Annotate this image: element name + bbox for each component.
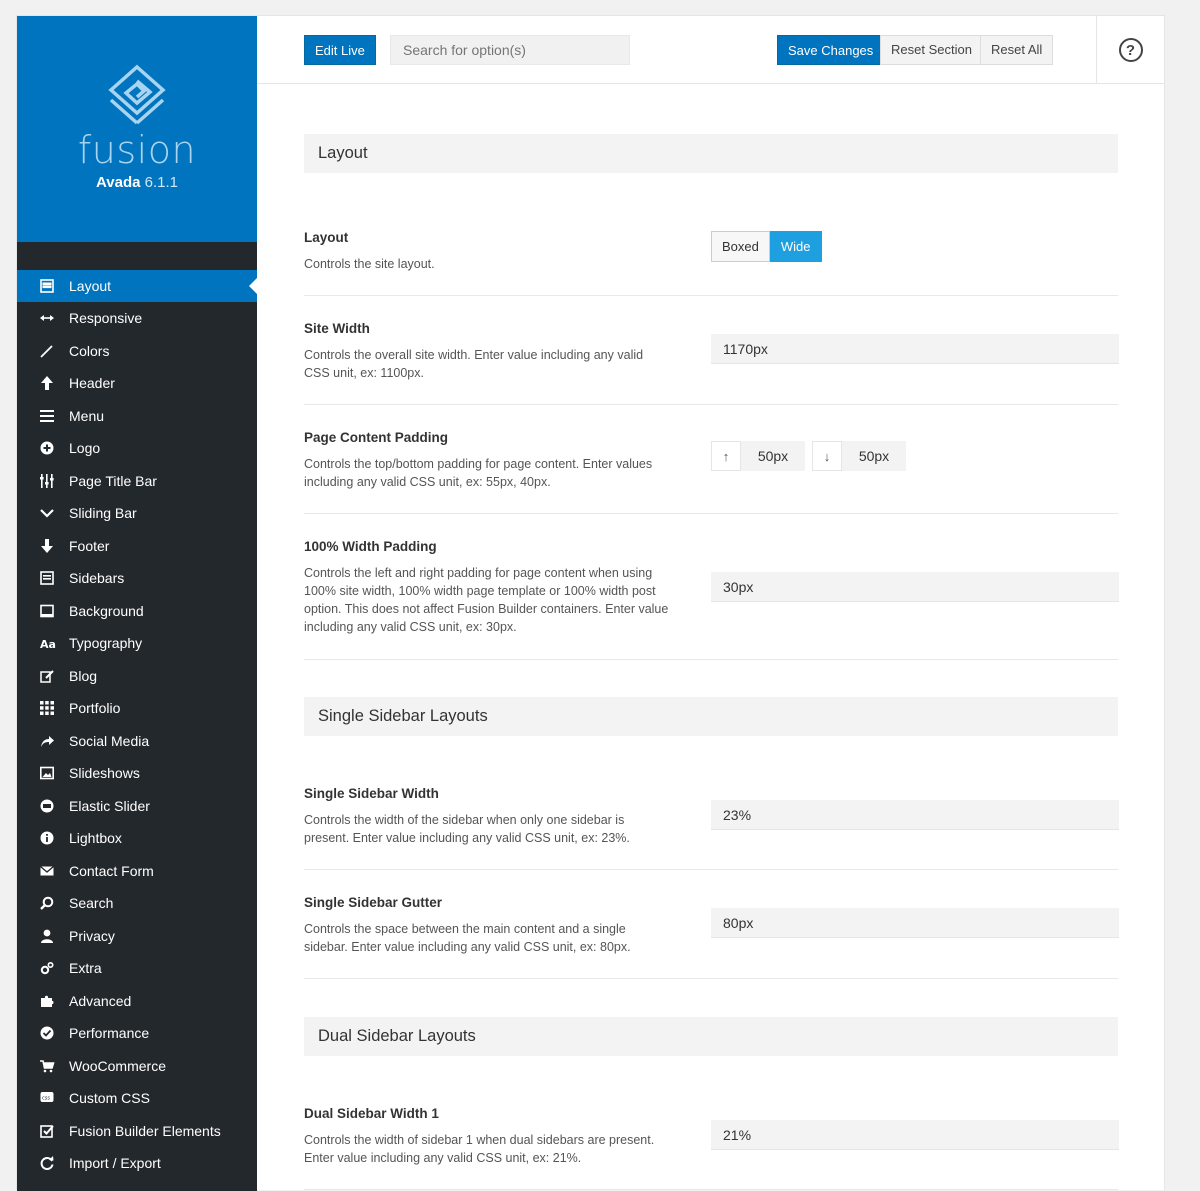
option-description: Controls the left and right padding for page content when using 100% site width, 100% width page template or 100% width post option. This does not affect Fusion Builder containers. Enter value including any valid CSS unit, ex: 30px.: [304, 566, 669, 634]
sidebar-item-label: Elastic Slider: [69, 797, 150, 814]
sidebar-item-label: Typography: [69, 635, 143, 652]
option-single-sidebar-gutter: [304, 870, 1118, 979]
arrow-down-icon: [39, 538, 55, 554]
css-icon: [39, 1090, 55, 1106]
sidebar-item-custom-css[interactable]: [17, 1082, 257, 1115]
padding-inputs: [711, 441, 913, 471]
option-dual-sidebar-width-1: [304, 1056, 1118, 1190]
fusion-logo-icon: [108, 64, 166, 126]
sidebar-item-label: Import / Export: [69, 1155, 161, 1172]
sidebar-item-label: Layout: [69, 278, 112, 294]
options-panel: [16, 15, 1165, 1190]
option-description: Controls the width of sidebar 1 when dual sidebars are present. Enter value including any valid CSS unit, ex: 21%.: [304, 1133, 655, 1165]
svg-text:css: css: [42, 1095, 50, 1102]
brand-wordmark: fusion: [77, 128, 197, 172]
sidebar-item-label: Footer: [69, 537, 110, 554]
arrow-up-icon: ↑: [711, 441, 741, 471]
sidebar-item-label: Search: [69, 895, 114, 912]
sidebar-item-lightbox[interactable]: [17, 822, 257, 855]
single-sidebar-gutter-input[interactable]: 80px: [711, 908, 1119, 938]
gears-icon: [39, 960, 55, 976]
sidebar-item-label: Header: [69, 375, 115, 392]
sidebar-item-label: Sliding Bar: [69, 505, 137, 522]
padding-top-input[interactable]: 50px: [741, 441, 805, 471]
background-icon: [39, 603, 55, 619]
sidebar-item-social-media[interactable]: [17, 725, 257, 758]
single-sidebar-width-input[interactable]: 23%: [711, 800, 1119, 830]
layout-icon: [39, 278, 55, 294]
option-single-sidebar-width: [304, 736, 1118, 870]
sidebar-item-label: Extra: [69, 960, 102, 977]
sliders-icon: [39, 473, 55, 489]
sidebar-item-sliding-bar[interactable]: [17, 497, 257, 530]
reset-all-button[interactable]: Reset All: [980, 35, 1053, 65]
help-area: [1096, 16, 1164, 84]
sidebar-item-label: Slideshows: [69, 765, 140, 782]
option-title: Page Content Padding: [304, 430, 449, 445]
sidebar-item-layout[interactable]: [17, 270, 257, 302]
sidebar-item-label: WooCommerce: [69, 1057, 166, 1074]
sidebar-item-logo[interactable]: [17, 432, 257, 465]
sidebar-item-privacy[interactable]: [17, 920, 257, 953]
option-layout: [304, 173, 1118, 296]
option-title: Dual Sidebar Width 1: [304, 1106, 439, 1121]
menu-icon: [39, 408, 55, 424]
sidebar-item-fusion-builder-elements[interactable]: [17, 1115, 257, 1148]
padding-bottom-field: [812, 441, 906, 471]
sidebar-item-header[interactable]: [17, 367, 257, 400]
sidebar-item-label: Menu: [69, 407, 105, 424]
sidebar-item-contact-form[interactable]: [17, 855, 257, 888]
search-icon: [39, 895, 55, 911]
image-icon: [39, 765, 55, 781]
layout-wide-button[interactable]: Wide: [770, 231, 822, 262]
option-full-width-padding: [304, 514, 1118, 660]
chevron-down-icon: [39, 505, 55, 521]
sidebar-item-portfolio[interactable]: [17, 692, 257, 725]
option-page-content-padding: [304, 405, 1118, 514]
dual-sidebar-width-1-input[interactable]: 21%: [711, 1120, 1119, 1150]
arrow-down-icon: ↓: [812, 441, 842, 471]
main-content: [304, 134, 1118, 1190]
sidebar-item-label: Fusion Builder Elements: [69, 1122, 221, 1139]
svg-text:Aa: Aa: [40, 638, 56, 652]
sidebar-item-menu[interactable]: [17, 400, 257, 433]
option-description: Controls the site layout.: [304, 257, 435, 271]
option-title: Single Sidebar Width: [304, 786, 439, 801]
option-description: Controls the overall site width. Enter value including any valid CSS unit, ex: 1100px.: [304, 348, 644, 380]
edit-icon: [39, 668, 55, 684]
sidebar-item-label: Responsive: [69, 310, 143, 327]
envelope-icon: [39, 863, 55, 879]
sidebar-item-responsive[interactable]: [17, 302, 257, 335]
arrow-up-icon: [39, 375, 55, 391]
sidebar-item-woocommerce[interactable]: [17, 1050, 257, 1083]
typography-icon: [39, 635, 55, 651]
sidebar-item-label: Contact Form: [69, 862, 154, 879]
section-heading-layout: Layout: [304, 134, 1118, 173]
checkbox-icon: [39, 1123, 55, 1139]
sidebar-item-label: Lightbox: [69, 830, 122, 847]
sidebar-item-label: Privacy: [69, 927, 115, 944]
sidebar-item-label: Blog: [69, 667, 98, 684]
full-width-padding-input[interactable]: 30px: [711, 572, 1119, 602]
brush-icon: [39, 343, 55, 359]
option-title: 100% Width Padding: [304, 539, 437, 554]
sidebar-item-background[interactable]: [17, 595, 257, 628]
option-title: Site Width: [304, 321, 370, 336]
share-icon: [39, 733, 55, 749]
info-icon: [39, 830, 55, 846]
save-changes-button[interactable]: Save Changes: [777, 35, 884, 65]
sidebar-item-extra[interactable]: [17, 952, 257, 985]
option-site-width: [304, 296, 1118, 405]
cart-icon: [39, 1058, 55, 1074]
sidebar-icon: [39, 570, 55, 586]
option-description: Controls the top/bottom padding for page content. Enter values including any valid CSS unit, ex: 55px, 40px.: [304, 457, 653, 489]
layout-boxed-button[interactable]: Boxed: [711, 231, 770, 262]
sidebar: [17, 16, 257, 1191]
arrows-horizontal-icon: [39, 310, 55, 326]
sidebar-item-label: Logo: [69, 440, 101, 457]
check-circle-icon: [39, 1025, 55, 1041]
search-input[interactable]: [390, 35, 630, 65]
help-icon[interactable]: ?: [1119, 38, 1143, 62]
edit-live-button[interactable]: Edit Live: [304, 35, 376, 65]
sidebar-item-import-export[interactable]: [17, 1147, 257, 1180]
sidebar-item-label: Colors: [69, 342, 110, 359]
puzzle-icon: [39, 993, 55, 1009]
sidebar-item-label: Sidebars: [69, 570, 125, 587]
layout-toggle: [711, 231, 822, 262]
padding-bottom-input[interactable]: 50px: [842, 441, 906, 471]
sidebar-item-label: Portfolio: [69, 700, 121, 717]
sidebar-item-label: Social Media: [69, 732, 150, 749]
sidebar-item-label: Custom CSS: [69, 1090, 150, 1107]
sidebar-item-label: Performance: [69, 1025, 150, 1042]
sidebar-item-slideshows[interactable]: [17, 757, 257, 790]
plus-circle-icon: [39, 440, 55, 456]
grid-icon: [39, 700, 55, 716]
version-label: [96, 174, 178, 191]
reset-section-button[interactable]: Reset Section: [880, 35, 983, 65]
slider-icon: [39, 798, 55, 814]
brand-header: [17, 16, 257, 242]
sidebar-nav: [17, 270, 257, 1180]
sidebar-item-label: Background: [69, 602, 144, 619]
sidebar-item-performance[interactable]: [17, 1017, 257, 1050]
sidebar-item-footer[interactable]: [17, 530, 257, 563]
option-description: Controls the width of the sidebar when only one sidebar is present. Enter value including any valid CSS unit, ex: 23%.: [304, 813, 630, 845]
sidebar-item-page-title-bar[interactable]: [17, 465, 257, 498]
top-toolbar: [257, 16, 1164, 84]
padding-top-field: [711, 441, 805, 471]
sidebar-item-typography[interactable]: [17, 627, 257, 660]
option-title: Layout: [304, 230, 349, 245]
option-description: Controls the space between the main content and a single sidebar. Enter value including any valid CSS unit, ex: 80px.: [304, 922, 631, 954]
product-name: Avada: [95, 174, 141, 191]
refresh-icon: [39, 1155, 55, 1171]
sidebar-item-colors[interactable]: [17, 335, 257, 368]
sidebar-item-elastic-slider[interactable]: [17, 790, 257, 823]
sidebar-item-blog[interactable]: [17, 660, 257, 693]
version-number: 6.1.1: [144, 174, 178, 191]
sidebar-item-label: Advanced: [69, 992, 132, 1009]
user-icon: [39, 928, 55, 944]
option-title: Single Sidebar Gutter: [304, 895, 443, 910]
sidebar-item-label: Page Title Bar: [69, 472, 157, 489]
section-heading-single-sidebar: Single Sidebar Layouts: [304, 697, 1118, 736]
sidebar-item-sidebars[interactable]: [17, 562, 257, 595]
sidebar-item-search[interactable]: [17, 887, 257, 920]
site-width-input[interactable]: 1170px: [711, 334, 1119, 364]
section-heading-dual-sidebar: Dual Sidebar Layouts: [304, 1017, 1118, 1056]
sidebar-item-advanced[interactable]: [17, 985, 257, 1018]
